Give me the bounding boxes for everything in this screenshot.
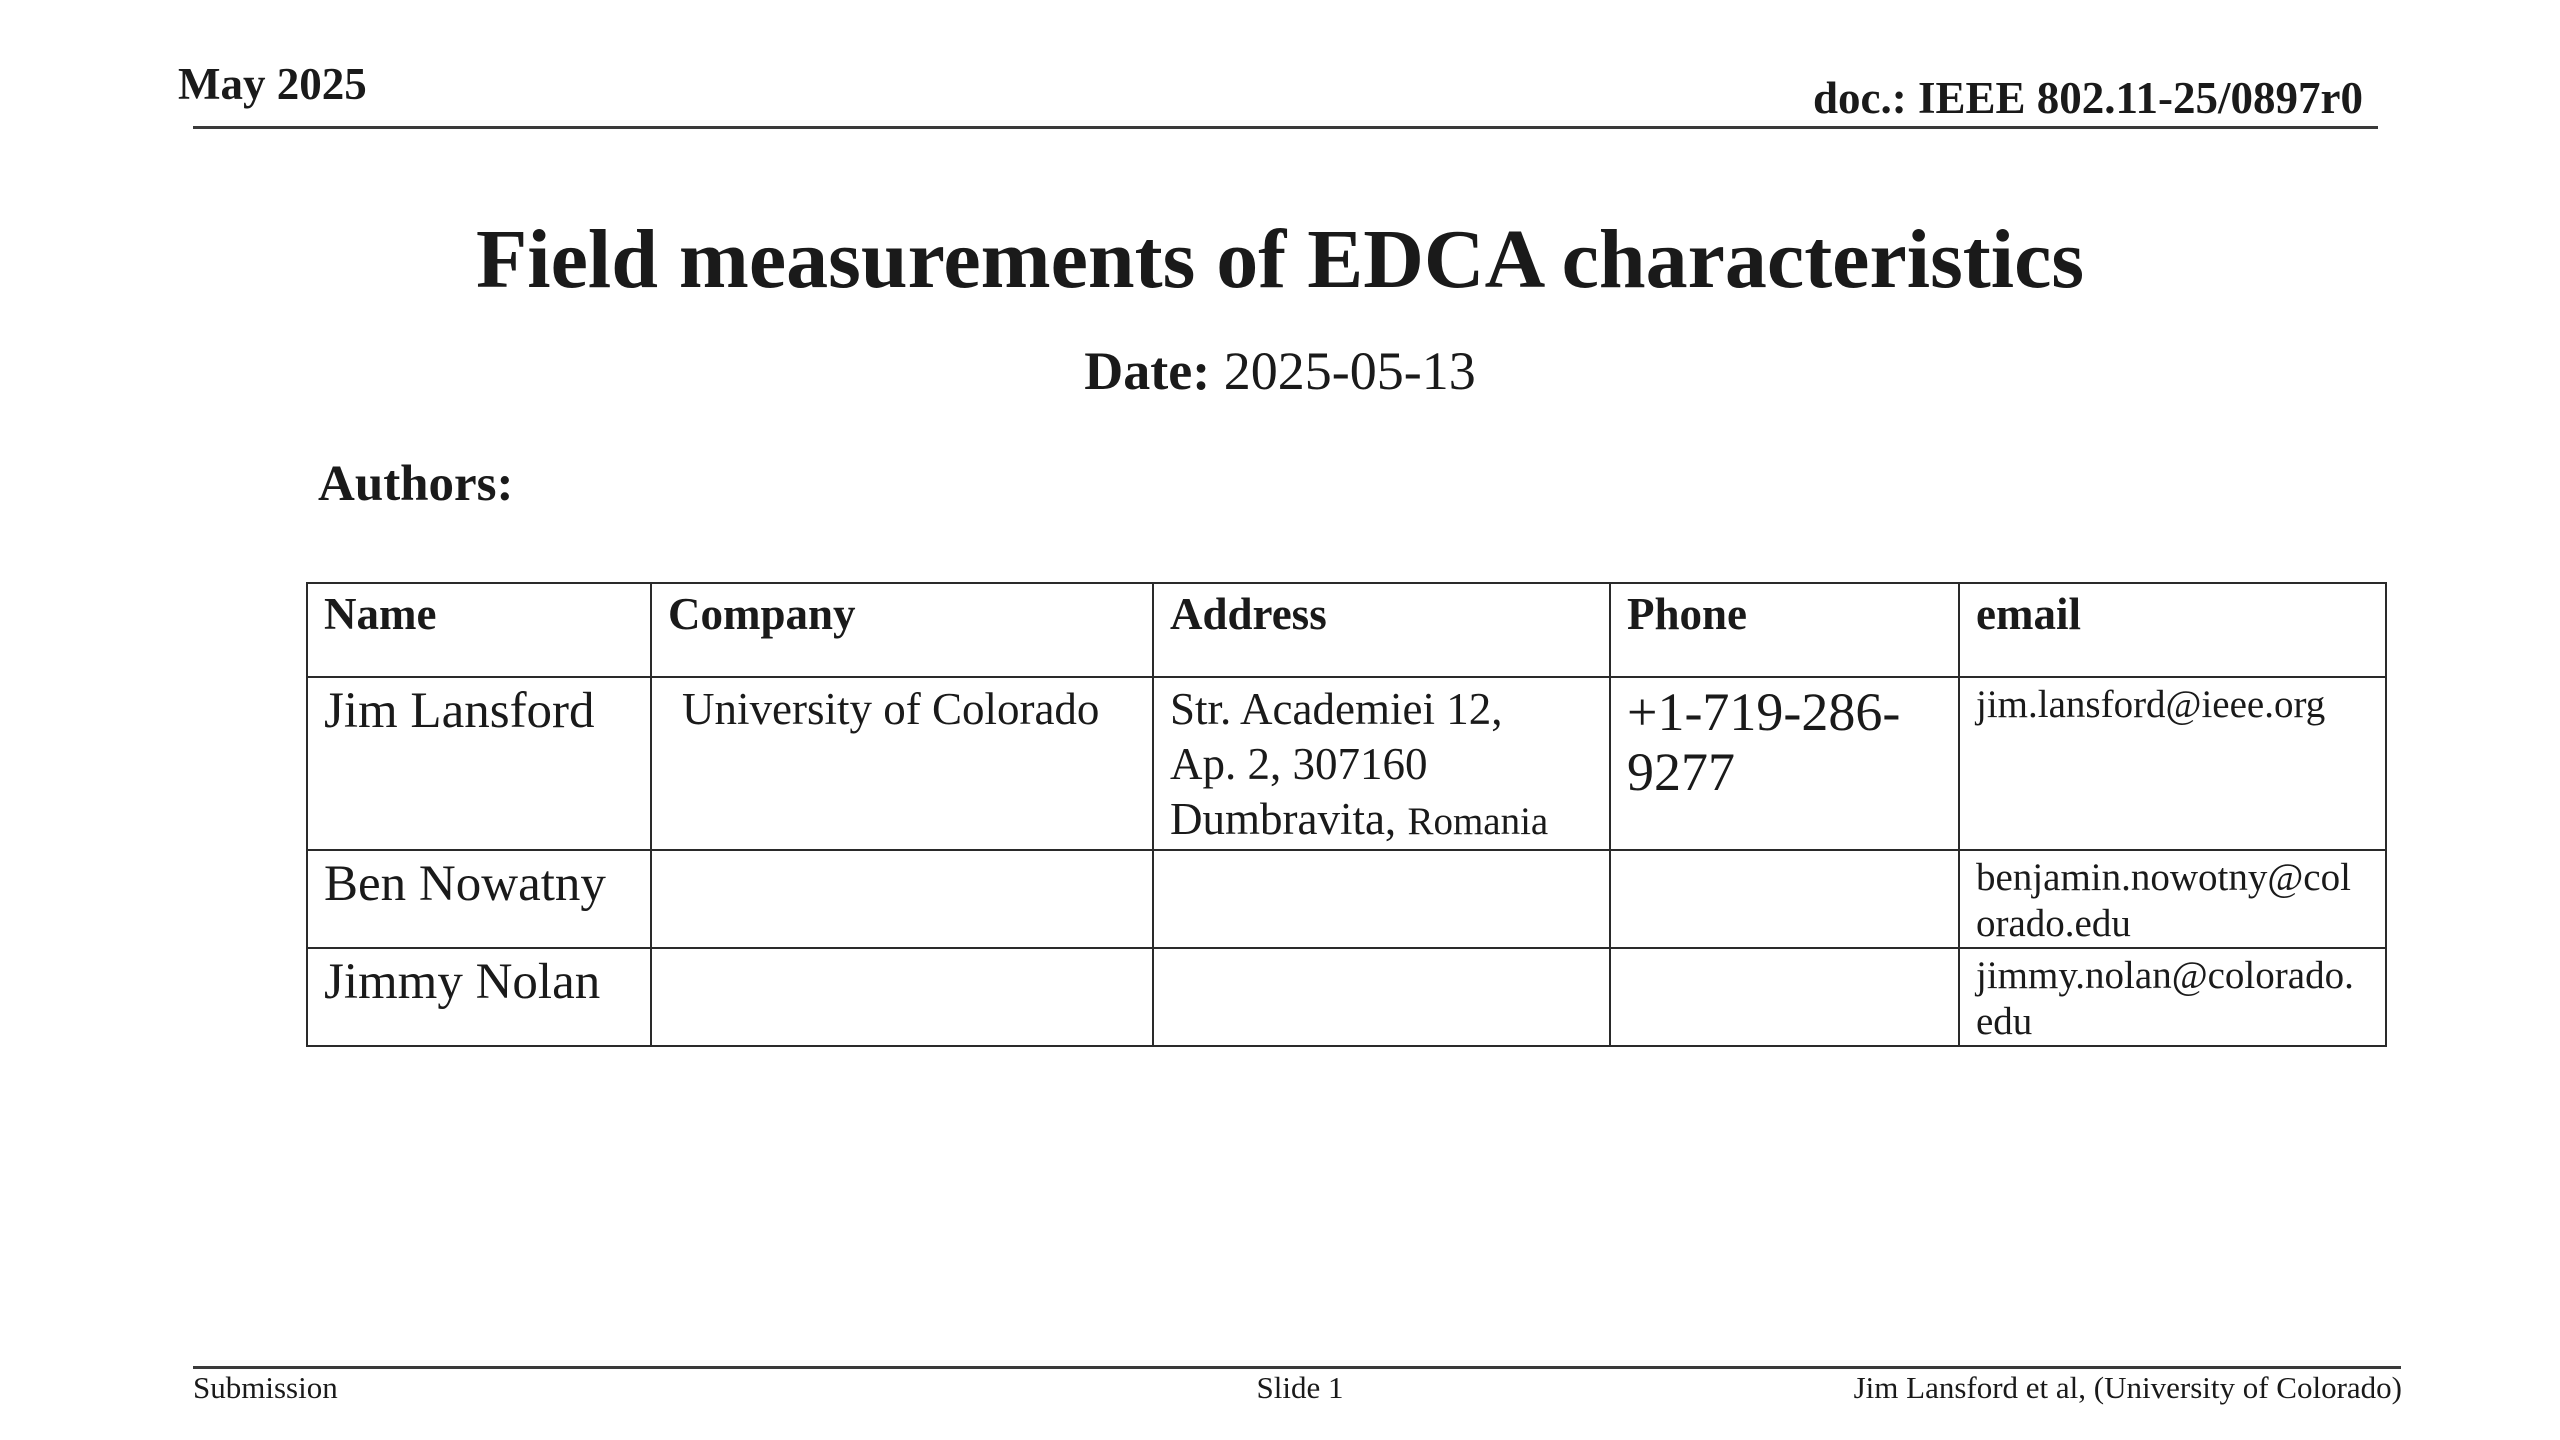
address-line: Str. Academiei 12, <box>1170 684 1503 734</box>
column-header-phone: Phone <box>1610 583 1959 677</box>
authors-table <box>306 582 2387 1047</box>
header-date: May 2025 <box>178 59 367 109</box>
column-header-company: Company <box>651 583 1153 677</box>
slide-title: Field measurements of EDCA characteristics <box>475 213 2085 306</box>
author-company: University of Colorado <box>651 677 1153 850</box>
author-phone <box>1610 948 1959 1046</box>
column-header-name: Name <box>307 583 651 677</box>
header-doc-id: doc.: IEEE 802.11-25/0897r0 <box>1812 73 2363 123</box>
footer-slide-number: Slide 1 <box>1256 1370 1344 1405</box>
author-phone: +1-719-286-9277 <box>1610 677 1959 850</box>
authors-label: Authors: <box>318 456 514 512</box>
column-header-email: email <box>1959 583 2386 677</box>
author-company <box>651 850 1153 948</box>
date-line <box>0 340 2560 402</box>
column-header-address: Address <box>1153 583 1610 677</box>
author-address <box>1153 677 1610 850</box>
date-value: 2025-05-13 <box>1223 341 1476 401</box>
author-email: benjamin.nowotny@colorado.edu <box>1959 850 2386 948</box>
date-label: Date: <box>1084 341 1211 401</box>
author-name: Jim Lansford <box>307 677 651 850</box>
author-address <box>1153 850 1610 948</box>
author-address <box>1153 948 1610 1046</box>
author-name: Ben Nowatny <box>307 850 651 948</box>
footer-author-affiliation: Jim Lansford et al, (University of Colorado) <box>1853 1370 2402 1405</box>
header-divider <box>193 126 2378 129</box>
footer-submission: Submission <box>193 1370 338 1405</box>
author-email: jimmy.nolan@colorado.edu <box>1959 948 2386 1046</box>
author-email: jim.lansford@ieee.org <box>1959 677 2386 850</box>
author-company <box>651 948 1153 1046</box>
table-header-row <box>307 583 2386 677</box>
address-city: Dumbravita, <box>1170 794 1397 844</box>
address-line <box>1170 792 1593 849</box>
author-name: Jimmy Nolan <box>307 948 651 1046</box>
table-row <box>307 677 2386 850</box>
table-row <box>307 948 2386 1046</box>
address-line: Ap. 2, 307160 <box>1170 739 1428 789</box>
table-row <box>307 850 2386 948</box>
footer-divider <box>193 1366 2401 1369</box>
author-phone <box>1610 850 1959 948</box>
address-country: Romania <box>1407 800 1549 843</box>
